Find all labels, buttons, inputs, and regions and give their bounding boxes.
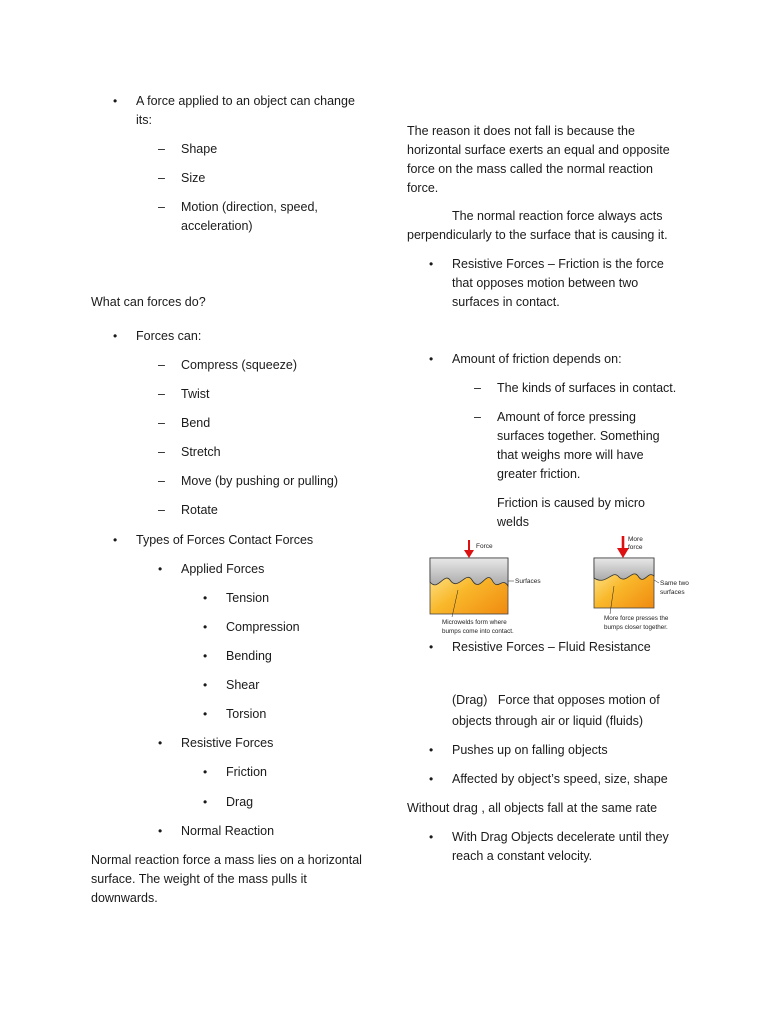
change-item-size: Size xyxy=(181,171,206,185)
bullet-marker: • xyxy=(113,329,118,343)
dash-marker: – xyxy=(158,200,165,214)
what-forces-heading: What can forces do? xyxy=(91,295,206,309)
normal-acts-paragraph: The normal reaction force always acts perpendicularly to the surface that is causing it. xyxy=(407,209,668,242)
amount-item: Amount of force pressing surfaces together. Something that weighs more will have greater friction. xyxy=(497,410,660,481)
resistive-forces-text: Resistive Forces xyxy=(181,736,274,750)
bullet-marker: • xyxy=(203,765,208,779)
dash-marker: – xyxy=(158,474,165,488)
pushes-bullet-text: Pushes up on falling objects xyxy=(452,743,608,757)
bullet-marker: • xyxy=(203,591,208,605)
more-force-label: More force xyxy=(628,536,643,551)
change-item-motion: Motion (direction, speed, acceleration) xyxy=(181,200,318,233)
bullet-marker: • xyxy=(429,352,434,366)
with-drag-bullet-text: With Drag Objects decelerate until they reach a constant velocity. xyxy=(452,830,669,863)
amount-item: The kinds of surfaces in contact. xyxy=(497,381,677,395)
can-item: Move (by pushing or pulling) xyxy=(181,474,339,488)
bullet-marker: • xyxy=(158,562,163,576)
force-label: Force xyxy=(476,543,493,550)
bullet-marker: • xyxy=(203,649,208,663)
dash-marker: – xyxy=(158,142,165,156)
can-item: Rotate xyxy=(181,503,218,517)
microwelds-note: Friction is caused by micro welds xyxy=(497,496,645,529)
dash-marker: – xyxy=(158,445,165,459)
fluid-bullet-text: Resistive Forces – Fluid Resistance xyxy=(452,640,651,654)
dash-marker: – xyxy=(474,410,481,424)
dash-marker: – xyxy=(474,381,481,395)
bullet-marker: • xyxy=(429,257,434,271)
can-item: Compress (squeeze) xyxy=(181,358,298,372)
bullet-marker: • xyxy=(113,94,118,108)
bullet-marker: • xyxy=(158,736,163,750)
dash-marker: – xyxy=(158,503,165,517)
applied-item: Bending xyxy=(226,649,272,663)
normal-reaction-text: Normal Reaction xyxy=(181,824,275,838)
normal-reaction-paragraph: Normal reaction force a mass lies on a horizontal surface. The weight of the mass pulls it downwards. xyxy=(91,853,362,905)
more-force-block xyxy=(594,558,654,608)
bullet-marker: • xyxy=(429,830,434,844)
surfaces-label: Surfaces xyxy=(515,578,541,585)
bullet-marker: • xyxy=(429,772,434,786)
microwelds-caption: Microwelds form where bumps come into contact. xyxy=(442,619,514,635)
bullet-marker: • xyxy=(429,640,434,654)
bullet-marker: • xyxy=(113,533,118,547)
more-force-caption: More force presses the bumps closer together. xyxy=(604,615,669,631)
friction-diagram xyxy=(418,534,698,636)
bullet-marker: • xyxy=(429,743,434,757)
bullet-marker: • xyxy=(158,824,163,838)
arrow-down-icon xyxy=(464,540,474,558)
without-drag-text: Without drag , all objects fall at the same rate xyxy=(407,801,658,815)
bullet-marker: • xyxy=(203,795,208,809)
friction-bullet-text: Resistive Forces – Friction is the force that opposes motion between two surfaces in contact. xyxy=(452,257,664,309)
reason-paragraph: The reason it does not fall is because the horizontal surface exerts an equal and opposite force on the mass called the normal reaction force. xyxy=(407,124,670,195)
same-surfaces-label: Same two surfaces xyxy=(660,580,689,596)
affected-bullet-text: Affected by object’s speed, size, shape xyxy=(452,772,668,786)
applied-item: Tension xyxy=(226,591,270,605)
change-item-shape: Shape xyxy=(181,142,218,156)
forces-can-text: Forces can: xyxy=(136,329,202,343)
dash-marker: – xyxy=(158,387,165,401)
applied-forces-text: Applied Forces xyxy=(181,562,265,576)
intro-bullet-text: A force applied to an object can change its: xyxy=(136,94,355,127)
can-item: Twist xyxy=(181,387,210,401)
amount-bullet-text: Amount of friction depends on: xyxy=(452,352,622,366)
applied-item: Compression xyxy=(226,620,300,634)
dash-marker: – xyxy=(158,171,165,185)
can-item: Bend xyxy=(181,416,211,430)
microwelds-block xyxy=(430,558,508,614)
dash-marker: – xyxy=(158,416,165,430)
types-bullet-text: Types of Forces Contact Forces xyxy=(136,533,314,547)
resistive-item: Friction xyxy=(226,765,267,779)
resistive-item: Drag xyxy=(226,795,254,809)
dash-marker: – xyxy=(158,358,165,372)
bullet-marker: • xyxy=(203,620,208,634)
bullet-marker: • xyxy=(203,678,208,692)
bullet-marker: • xyxy=(203,707,208,721)
applied-item: Shear xyxy=(226,678,260,692)
can-item: Stretch xyxy=(181,445,221,459)
applied-item: Torsion xyxy=(226,707,267,721)
drag-paragraph: (Drag) Force that opposes motion of objects through air or liquid (fluids) xyxy=(452,693,664,728)
